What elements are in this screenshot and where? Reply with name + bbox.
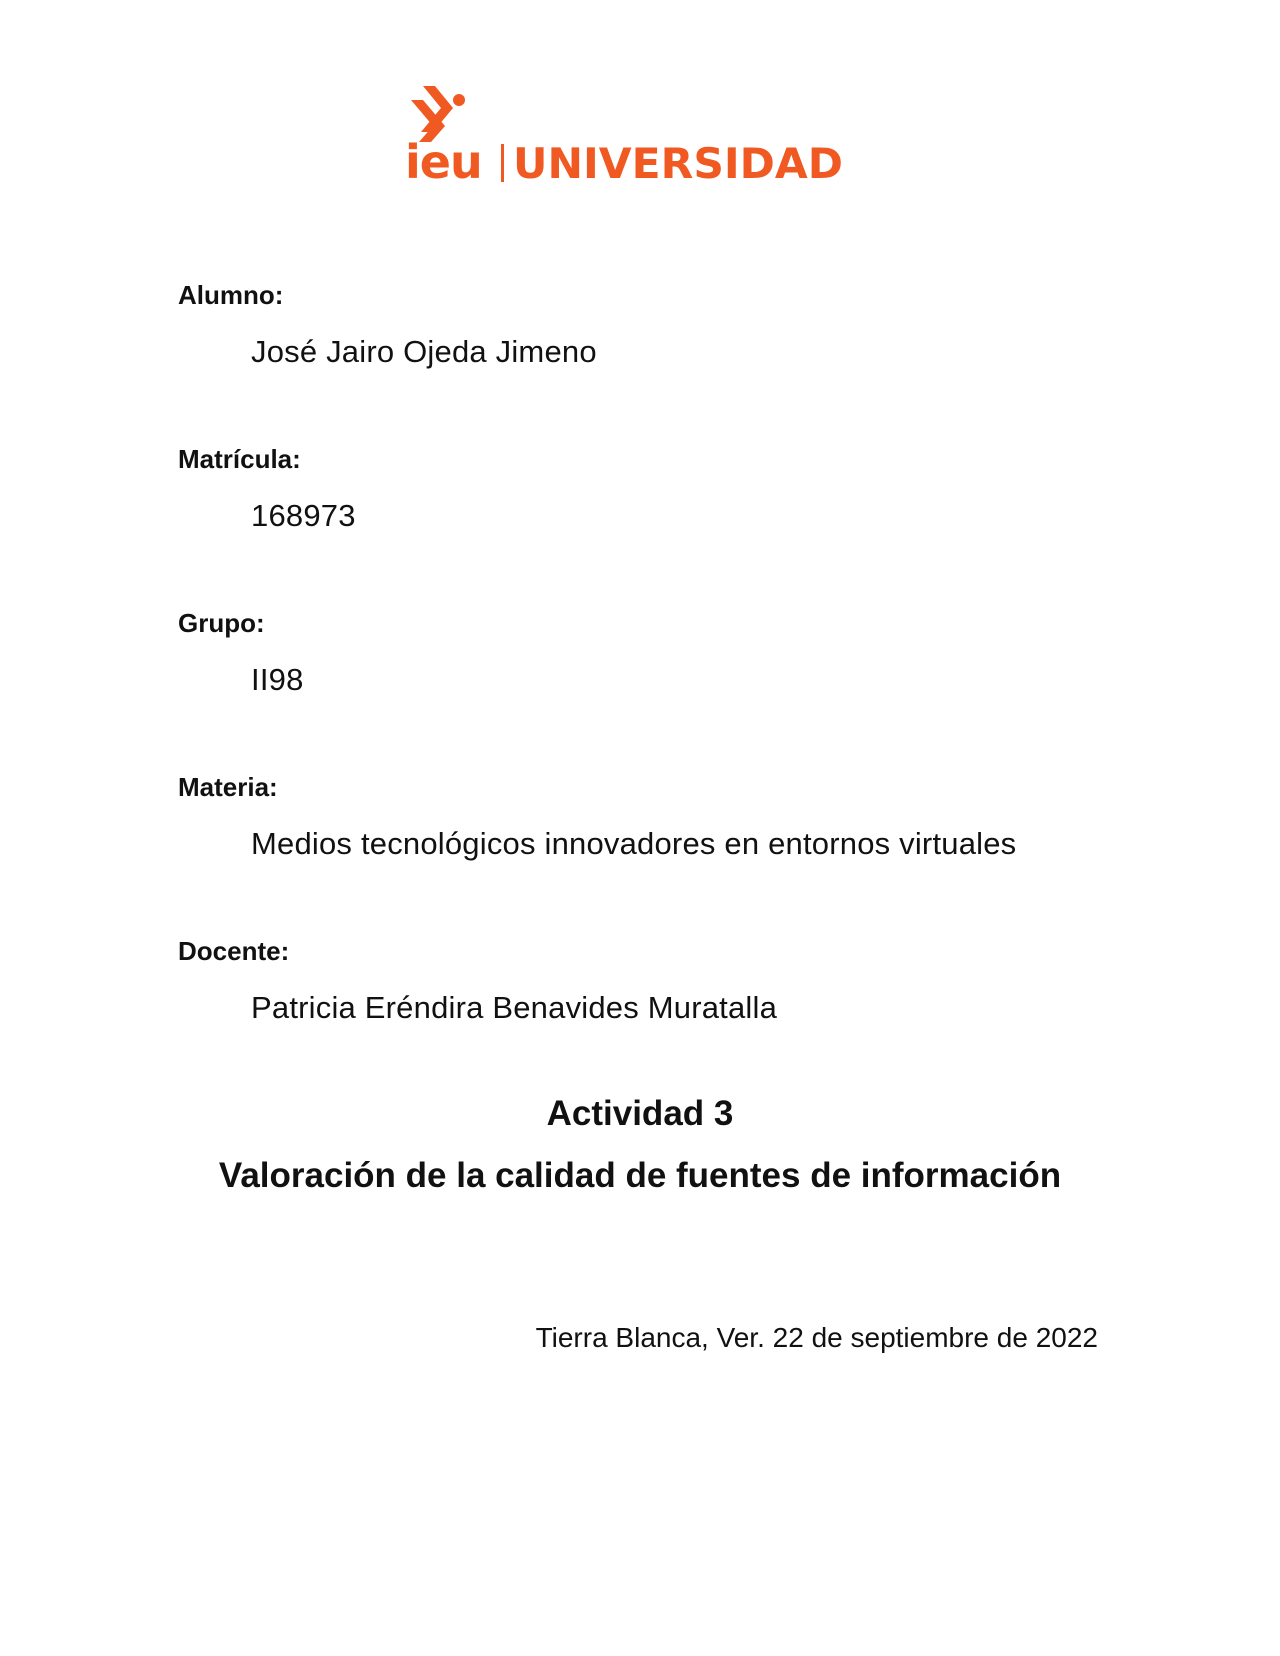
place-date: Tierra Blanca, Ver. 22 de septiembre de 2022: [535, 1322, 1098, 1353]
student-label: Alumno:: [178, 280, 284, 310]
subject-value: Medios tecnológicos innovadores en entornos virtuales: [251, 826, 1017, 861]
subject-label: Materia:: [178, 772, 278, 802]
group-value: II98: [251, 662, 304, 697]
university-logo: [405, 78, 865, 193]
activity-title: Actividad 3: [546, 1094, 734, 1133]
teacher-value: Patricia Eréndira Benavides Muratalla: [251, 990, 778, 1025]
ieu-chevron-logo-icon: [405, 78, 865, 193]
id-number-value: 168973: [251, 498, 356, 533]
student-value: José Jairo Ojeda Jimeno: [251, 334, 597, 369]
logo-brand: ieu: [405, 135, 482, 189]
id-number-label: Matrícula:: [178, 444, 301, 474]
logo-name: UNIVERSIDAD: [513, 139, 843, 188]
teacher-label: Docente:: [178, 936, 290, 966]
logo-divider: [501, 144, 504, 182]
group-label: Grupo:: [178, 608, 265, 638]
activity-subtitle: Valoración de la calidad de fuentes de información: [218, 1156, 1062, 1195]
